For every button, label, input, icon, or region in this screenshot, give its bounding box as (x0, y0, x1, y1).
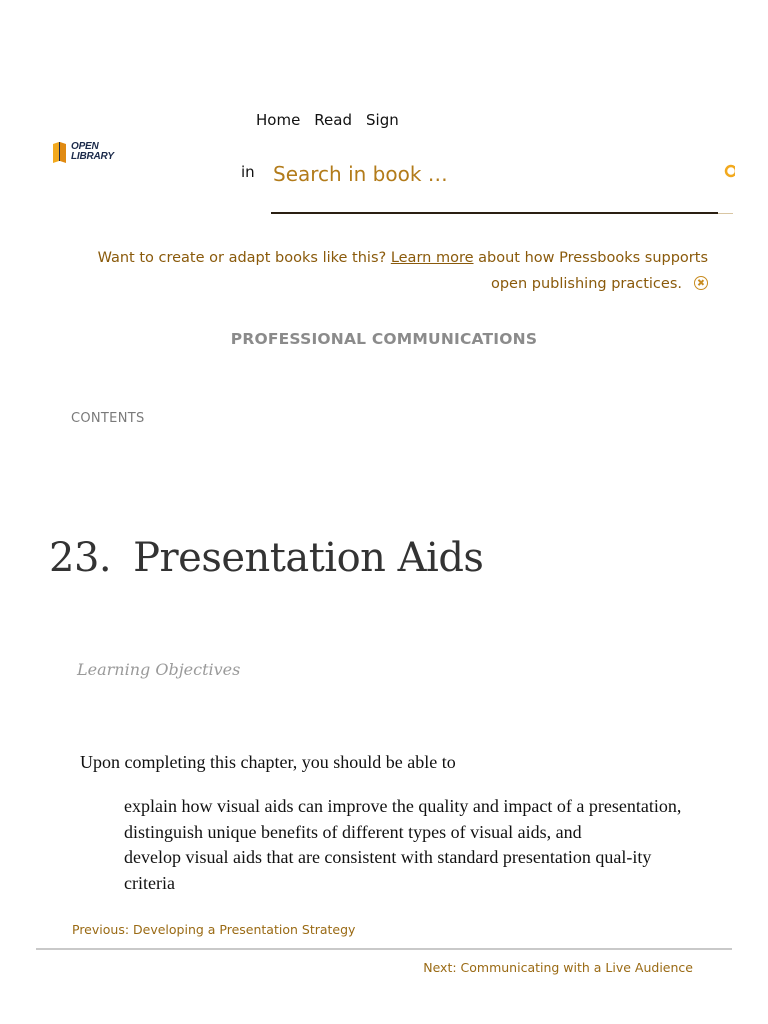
banner-text-before: Want to create or adapt books like this? (97, 250, 387, 266)
logo-text-line1: OPEN (71, 141, 99, 152)
learning-objectives-list (124, 794, 684, 916)
logo-text (71, 142, 114, 162)
chapter-number: 23. (49, 535, 112, 581)
nav-sign-in-continued[interactable]: in (241, 163, 255, 181)
search-underline-end (718, 213, 733, 214)
learning-objectives-title: Learning Objectives (77, 660, 241, 679)
nav-sign-in[interactable]: Sign (366, 111, 399, 129)
book-title[interactable]: PROFESSIONAL COMMUNICATIONS (230, 330, 538, 348)
open-library-logo[interactable] (52, 140, 114, 164)
nav-read[interactable]: Read (314, 111, 352, 129)
close-icon[interactable] (694, 276, 708, 290)
search-underline (271, 212, 718, 214)
list-item: distinguish unique benefits of different types of visual aids, and (124, 820, 684, 846)
contents-toggle[interactable]: CONTENTS (71, 411, 145, 426)
primary-nav (256, 111, 399, 129)
search-icon[interactable] (721, 160, 735, 182)
nav-divider (36, 948, 732, 950)
logo-text-line2: LIBRARY (71, 151, 114, 162)
list-item: develop visual aids that are consistent with standard presentation qual-ity criteria (124, 845, 684, 896)
list-item: explain how visual aids can improve the quality and impact of a presentation, (124, 794, 684, 820)
chapter-title-text: Presentation Aids (133, 535, 484, 581)
pressbooks-banner (60, 245, 708, 297)
banner-text-after: about how Pressbooks supports open publishing practices. (478, 250, 708, 292)
previous-chapter-link[interactable]: Previous: Developing a Presentation Strategy (72, 922, 356, 937)
book-icon (52, 140, 67, 164)
nav-home[interactable]: Home (256, 111, 301, 129)
learning-objectives-intro: Upon completing this chapter, you should be able to (80, 752, 456, 772)
learn-more-link[interactable]: Learn more (390, 250, 474, 266)
search-form (271, 150, 733, 216)
next-chapter-link[interactable]: Next: Communicating with a Live Audience (423, 960, 693, 975)
search-input[interactable] (271, 154, 711, 194)
chapter-title (49, 535, 483, 581)
